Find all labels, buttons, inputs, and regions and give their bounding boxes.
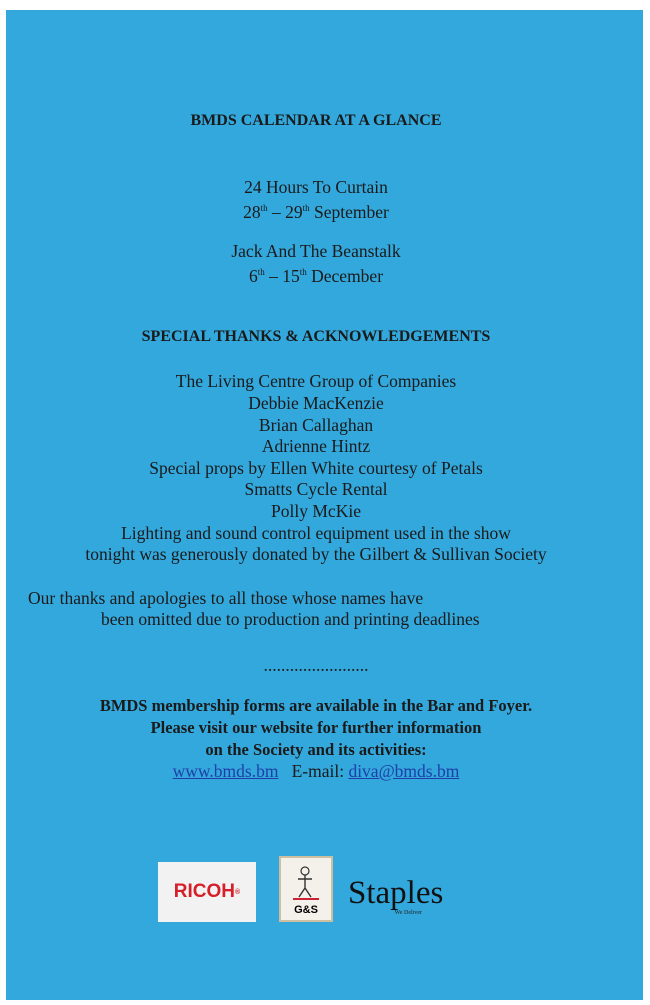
email-label: E-mail: [291,761,349,781]
staples-logo: Staples We Deliver [348,875,444,916]
event-1-title: 24 Hours To Curtain [244,177,388,197]
thanks-line: Brian Callaghan [258,415,374,435]
ricoh-logo: RICOH ® [158,862,256,922]
thanks-line: The Living Centre Group of Companies [175,371,457,391]
membership-line-1: BMDS membership forms are available in the Bar and Foyer. [99,696,533,715]
website-link[interactable]: www.bmds.bm [172,761,279,781]
event-2-title: Jack And The Beanstalk [231,241,401,261]
apology-line-2: been omitted due to production and printing deadlines [101,609,480,629]
thanks-line: Debbie MacKenzie [248,393,384,413]
thanks-line: Adrienne Hintz [261,436,371,456]
thanks-line: Lighting and sound control equipment used in the show [121,523,511,543]
membership-line-2: Please visit our website for further information [150,718,482,737]
calendar-heading: BMDS CALENDAR AT A GLANCE [190,112,442,129]
email-link[interactable]: diva@bmds.bm [348,761,460,781]
thanks-line: Smatts Cycle Rental [244,479,388,499]
program-page [6,10,643,1000]
event-1-dates: 28th – 29th September [243,202,389,222]
thanks-heading: SPECIAL THANKS & ACKNOWLEDGEMENTS [141,328,491,345]
event-2-dates: 6th – 15th December [248,266,384,286]
apology-line-1: Our thanks and apologies to all those whose names have [28,588,424,608]
gs-figure-icon [289,864,323,902]
thanks-line: Polly McKie [271,501,361,521]
membership-line-3: on the Society and its activities: [205,740,427,759]
thanks-line: tonight was generously donated by the Gilbert & Sullivan Society [85,544,547,564]
contact-line [6,761,626,783]
thanks-line: Special props by Ellen White courtesy of Petals [149,458,483,478]
section-divider: ........................ [263,655,369,675]
gilbert-sullivan-logo: G&S [279,856,333,922]
